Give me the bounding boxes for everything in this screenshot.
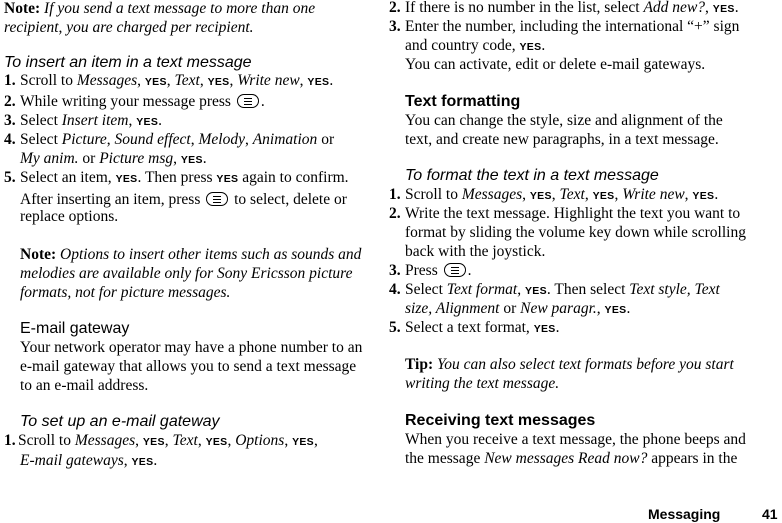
text-formatting-para-2: text, and create new paragraphs, in a text message. bbox=[405, 131, 719, 148]
note-other-items-line2: melodies are available only for Sony Ericsson picture bbox=[20, 265, 353, 282]
menu-key-icon bbox=[206, 192, 228, 206]
format-step-2-line2: format by sliding the volume key down while scrolling bbox=[405, 224, 746, 241]
receiving-messages-heading: Receiving text messages bbox=[405, 412, 596, 429]
format-step-1: 1. Scroll to Messages, YES, Text, YES, Write new, YES. bbox=[389, 186, 719, 203]
footer-page-number: 41 bbox=[762, 506, 778, 522]
format-step-4: 4. Select Text format, YES. Then select Text style, Text bbox=[389, 281, 720, 298]
insert-step-2: 2. While writing your message press . bbox=[4, 93, 265, 110]
after-insert-text-cont: replace options. bbox=[20, 208, 119, 225]
text-formatting-para-1: You can change the style, size and alignment of the bbox=[405, 112, 723, 129]
setup-step-1-cont: E-mail gateways, YES. bbox=[20, 452, 158, 469]
format-step-2-line3: back with the joystick. bbox=[405, 243, 546, 260]
setup-step-3-note: You can activate, edit or delete e-mail gateways. bbox=[405, 56, 706, 73]
setup-step-1: 1. Scroll to Messages, YES, Text, YES, Options, YES, bbox=[4, 432, 318, 449]
insert-step-1: 1. Scroll to Messages, YES, Text, YES, Write new, YES. bbox=[4, 72, 334, 89]
email-gateway-para-3: to an e-mail address. bbox=[20, 377, 149, 394]
email-gateway-heading: E-mail gateway bbox=[20, 320, 130, 337]
insert-step-5: 5. Select an item, YES. Then press YES again to confirm. bbox=[4, 169, 349, 186]
tip-text-formats-cont: writing the text message. bbox=[405, 375, 560, 392]
tip-text-formats: Tip: You can also select text formats before you start bbox=[405, 356, 734, 373]
note-other-items-line3: formats, not for picture messages. bbox=[20, 284, 231, 301]
menu-key-icon bbox=[237, 94, 259, 108]
menu-key-icon bbox=[444, 263, 466, 277]
email-gateway-para-1: Your network operator may have a phone number to an bbox=[20, 339, 363, 356]
insert-step-4-cont: My anim. or Picture msg, YES. bbox=[20, 150, 207, 167]
note-insert-cost: Note: If you send a text message to more than one bbox=[4, 0, 316, 17]
format-step-4-cont: size, Alignment or New paragr., YES. bbox=[405, 300, 631, 317]
after-insert-text: After inserting an item, press to select, delete or bbox=[20, 191, 347, 208]
setup-email-heading: To set up an e-mail gateway bbox=[20, 413, 220, 430]
setup-step-2: 2. If there is no number in the list, select Add new?, YES. bbox=[389, 0, 739, 16]
footer-section-title: Messaging bbox=[648, 506, 721, 522]
insert-item-heading: To insert an item in a text message bbox=[4, 54, 252, 71]
note-insert-cost-cont: recipient, you are charged per recipient. bbox=[4, 19, 254, 36]
format-step-5: 5. Select a text format, YES. bbox=[389, 319, 560, 336]
setup-step-3: 3. Enter the number, including the international “+” sign bbox=[389, 18, 740, 35]
insert-step-3: 3. Select Insert item, YES. bbox=[4, 112, 163, 129]
format-step-3: 3. Press . bbox=[389, 262, 472, 279]
insert-step-4: 4. Select Picture, Sound effect, Melody, Animation or bbox=[4, 131, 335, 148]
text-formatting-heading: Text formatting bbox=[405, 93, 521, 110]
note-other-items: Note: Options to insert other items such as sounds and bbox=[20, 246, 362, 263]
format-text-heading: To format the text in a text message bbox=[405, 167, 659, 184]
receiving-messages-para-2: the message New messages Read now? appears in the bbox=[405, 450, 738, 467]
receiving-messages-para-1: When you receive a text message, the phone beeps and bbox=[405, 431, 746, 448]
format-step-2: 2. Write the text message. Highlight the text you want to bbox=[389, 205, 741, 222]
email-gateway-para-2: e-mail gateway that allows you to send a text message bbox=[20, 358, 357, 375]
setup-step-3-cont: and country code, YES. bbox=[405, 37, 546, 54]
